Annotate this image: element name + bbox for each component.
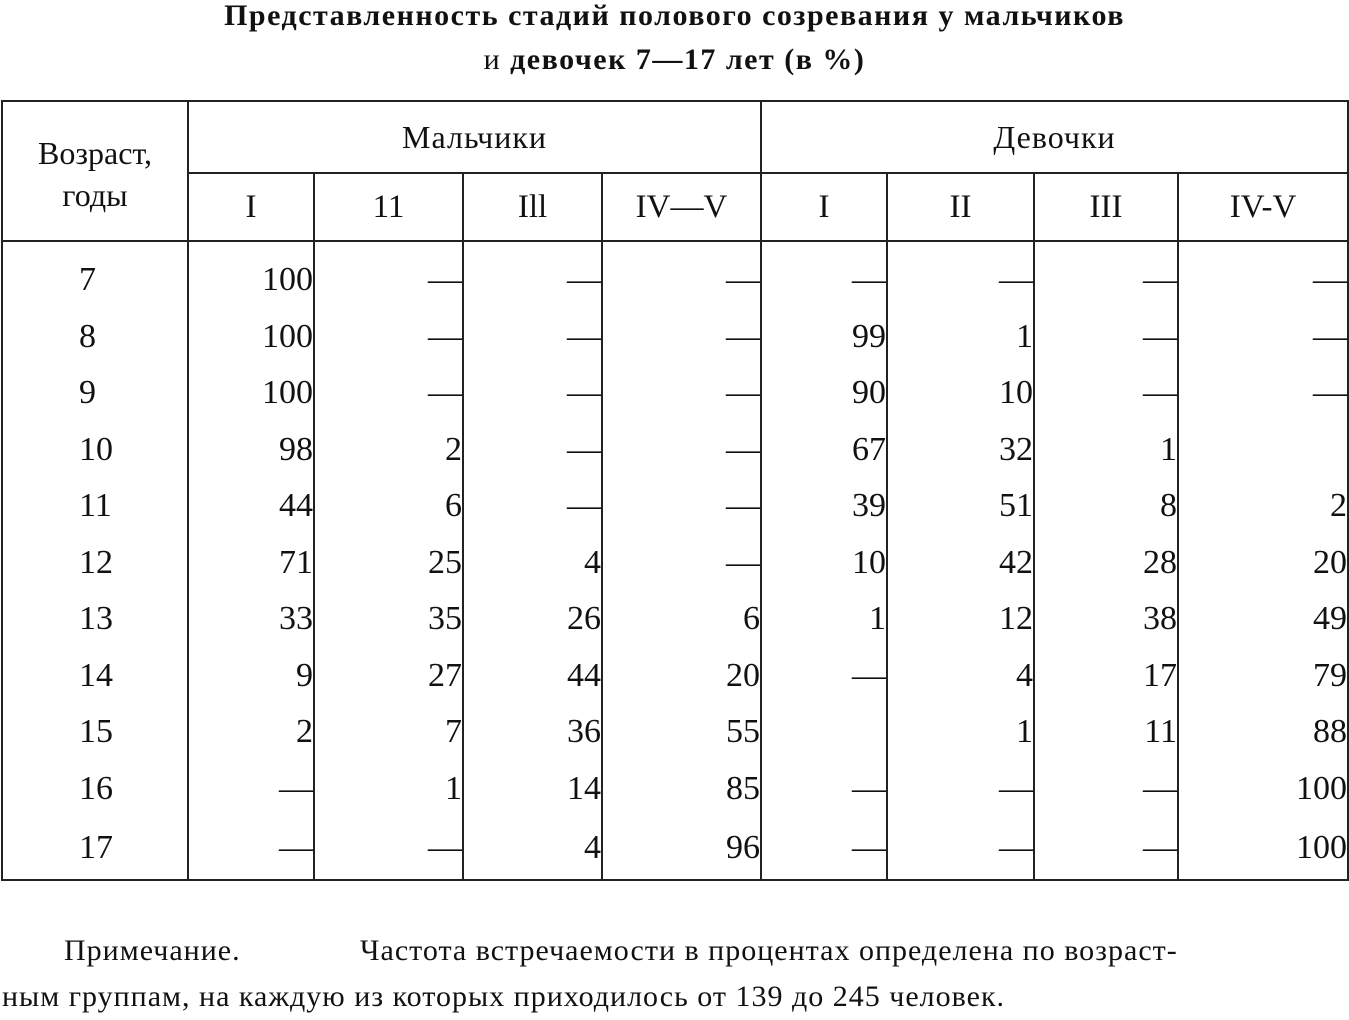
boys-value-cell: 25 — [314, 535, 463, 592]
title-prefix: и — [483, 43, 502, 76]
boys-value-cell: 44 — [463, 648, 602, 705]
boys-value-cell: 6 — [314, 478, 463, 535]
boys-value-cell: — — [602, 478, 761, 535]
boys-stage-header: Ill — [463, 173, 602, 241]
table-row — [2, 591, 1348, 648]
boys-value-cell: — — [188, 817, 314, 880]
girls-value-cell: — — [1034, 817, 1178, 880]
girls-value-cell: 88 — [1178, 704, 1348, 761]
age-cell: 12 — [2, 535, 188, 592]
boys-value-cell: 1 — [314, 761, 463, 818]
girls-value-cell: — — [1178, 241, 1348, 309]
girls-value-cell: — — [761, 761, 887, 818]
boys-value-cell: 44 — [188, 478, 314, 535]
boys-value-cell: 9 — [188, 648, 314, 705]
boys-value-cell: — — [602, 535, 761, 592]
girls-value-cell: 11 — [1034, 704, 1178, 761]
girls-value-cell: — — [761, 817, 887, 880]
girls-value-cell: — — [887, 817, 1034, 880]
girls-value-cell: 1 — [887, 309, 1034, 366]
girls-value-cell: 4 — [887, 648, 1034, 705]
girls-value-cell: 51 — [887, 478, 1034, 535]
girls-value-cell: — — [1034, 309, 1178, 366]
boys-value-cell: — — [602, 365, 761, 422]
girls-value-cell: 8 — [1034, 478, 1178, 535]
girls-value-cell: — — [1178, 309, 1348, 366]
girls-value-cell: 90 — [761, 365, 887, 422]
girls-value-cell: — — [887, 241, 1034, 309]
boys-value-cell: — — [463, 422, 602, 479]
table-row — [2, 365, 1348, 422]
table-title-line-2 — [0, 40, 1349, 80]
boys-header: Мальчики — [188, 101, 761, 173]
table-row — [2, 761, 1348, 818]
girls-value-cell: 67 — [761, 422, 887, 479]
girls-value-cell: 100 — [1178, 761, 1348, 818]
table-row — [2, 648, 1348, 705]
girls-value-cell: 100 — [1178, 817, 1348, 880]
age-cell: 14 — [2, 648, 188, 705]
boys-value-cell: 20 — [602, 648, 761, 705]
girls-value-cell: 17 — [1034, 648, 1178, 705]
boys-value-cell: — — [314, 241, 463, 309]
girls-stage-header: I — [761, 173, 887, 241]
girls-value-cell — [1178, 422, 1348, 479]
boys-value-cell: — — [602, 422, 761, 479]
boys-value-cell: 7 — [314, 704, 463, 761]
table-row — [2, 241, 1348, 309]
age-cell: 9 — [2, 365, 188, 422]
boys-value-cell: 35 — [314, 591, 463, 648]
girls-value-cell: 1 — [761, 591, 887, 648]
girls-value-cell: 42 — [887, 535, 1034, 592]
boys-value-cell: 6 — [602, 591, 761, 648]
girls-stage-header: III — [1034, 173, 1178, 241]
boys-value-cell: 2 — [314, 422, 463, 479]
girls-value-cell: 38 — [1034, 591, 1178, 648]
boys-value-cell: 85 — [602, 761, 761, 818]
table-row — [2, 817, 1348, 880]
boys-value-cell: 4 — [463, 535, 602, 592]
boys-value-cell: 2 — [188, 704, 314, 761]
age-cell: 7 — [2, 241, 188, 309]
table-row — [2, 309, 1348, 366]
girls-value-cell: — — [1034, 241, 1178, 309]
boys-value-cell: — — [463, 241, 602, 309]
girls-value-cell: 79 — [1178, 648, 1348, 705]
boys-value-cell: 26 — [463, 591, 602, 648]
girls-value-cell — [761, 704, 887, 761]
note-text-1: Частота встречаемости в процентах определена по возраст- — [360, 934, 1178, 967]
age-cell: 16 — [2, 761, 188, 818]
girls-value-cell: — — [1034, 365, 1178, 422]
boys-value-cell: — — [602, 241, 761, 309]
age-header: Возраст, годы — [2, 101, 188, 241]
boys-value-cell: — — [463, 309, 602, 366]
age-cell: 10 — [2, 422, 188, 479]
girls-value-cell: 99 — [761, 309, 887, 366]
age-cell: 15 — [2, 704, 188, 761]
boys-value-cell: 96 — [602, 817, 761, 880]
boys-value-cell: — — [463, 478, 602, 535]
stage-header-row — [2, 173, 1348, 241]
boys-value-cell: — — [463, 365, 602, 422]
boys-value-cell: — — [314, 817, 463, 880]
girls-value-cell: 12 — [887, 591, 1034, 648]
boys-value-cell: 4 — [463, 817, 602, 880]
girls-value-cell: 1 — [887, 704, 1034, 761]
boys-stage-header: IV—V — [602, 173, 761, 241]
boys-value-cell: — — [314, 309, 463, 366]
age-cell: 17 — [2, 817, 188, 880]
girls-value-cell: — — [1178, 365, 1348, 422]
puberty-stages-table — [1, 100, 1349, 881]
boys-stage-header: I — [188, 173, 314, 241]
girls-value-cell: 39 — [761, 478, 887, 535]
title-rest: девочек 7—17 лет (в %) — [510, 43, 866, 76]
note-label: Примечание. — [64, 934, 241, 967]
girls-value-cell: 20 — [1178, 535, 1348, 592]
boys-stage-header: 11 — [314, 173, 463, 241]
girls-value-cell: 10 — [761, 535, 887, 592]
table-title-line-1: Представленность стадий полового созревания у мальчиков — [224, 0, 1125, 32]
boys-value-cell: 55 — [602, 704, 761, 761]
table-row — [2, 535, 1348, 592]
age-cell: 13 — [2, 591, 188, 648]
table-row — [2, 478, 1348, 535]
boys-value-cell: 27 — [314, 648, 463, 705]
girls-stage-header: II — [887, 173, 1034, 241]
girls-value-cell: 49 — [1178, 591, 1348, 648]
boys-value-cell: — — [188, 761, 314, 818]
boys-value-cell: 100 — [188, 241, 314, 309]
boys-value-cell: 100 — [188, 309, 314, 366]
girls-value-cell: 1 — [1034, 422, 1178, 479]
girls-value-cell: 10 — [887, 365, 1034, 422]
table-body — [2, 241, 1348, 880]
boys-value-cell: 100 — [188, 365, 314, 422]
note-line-2: ным группам, на каждую из которых приходилось от 139 до 245 человек. — [2, 980, 1006, 1013]
table-row — [2, 704, 1348, 761]
girls-value-cell: — — [887, 761, 1034, 818]
girls-value-cell: — — [761, 648, 887, 705]
girls-value-cell: 28 — [1034, 535, 1178, 592]
girls-value-cell: — — [1034, 761, 1178, 818]
girls-value-cell: — — [761, 241, 887, 309]
table-row — [2, 422, 1348, 479]
note-line-1 — [0, 928, 1349, 974]
age-cell: 8 — [2, 309, 188, 366]
boys-value-cell: 71 — [188, 535, 314, 592]
boys-value-cell: 98 — [188, 422, 314, 479]
boys-value-cell: — — [602, 309, 761, 366]
boys-value-cell: — — [314, 365, 463, 422]
girls-value-cell: 32 — [887, 422, 1034, 479]
boys-value-cell: 33 — [188, 591, 314, 648]
girls-stage-header: IV-V — [1178, 173, 1348, 241]
boys-value-cell: 36 — [463, 704, 602, 761]
age-cell: 11 — [2, 478, 188, 535]
girls-value-cell: 2 — [1178, 478, 1348, 535]
girls-header: Девочки — [761, 101, 1348, 173]
boys-value-cell: 14 — [463, 761, 602, 818]
